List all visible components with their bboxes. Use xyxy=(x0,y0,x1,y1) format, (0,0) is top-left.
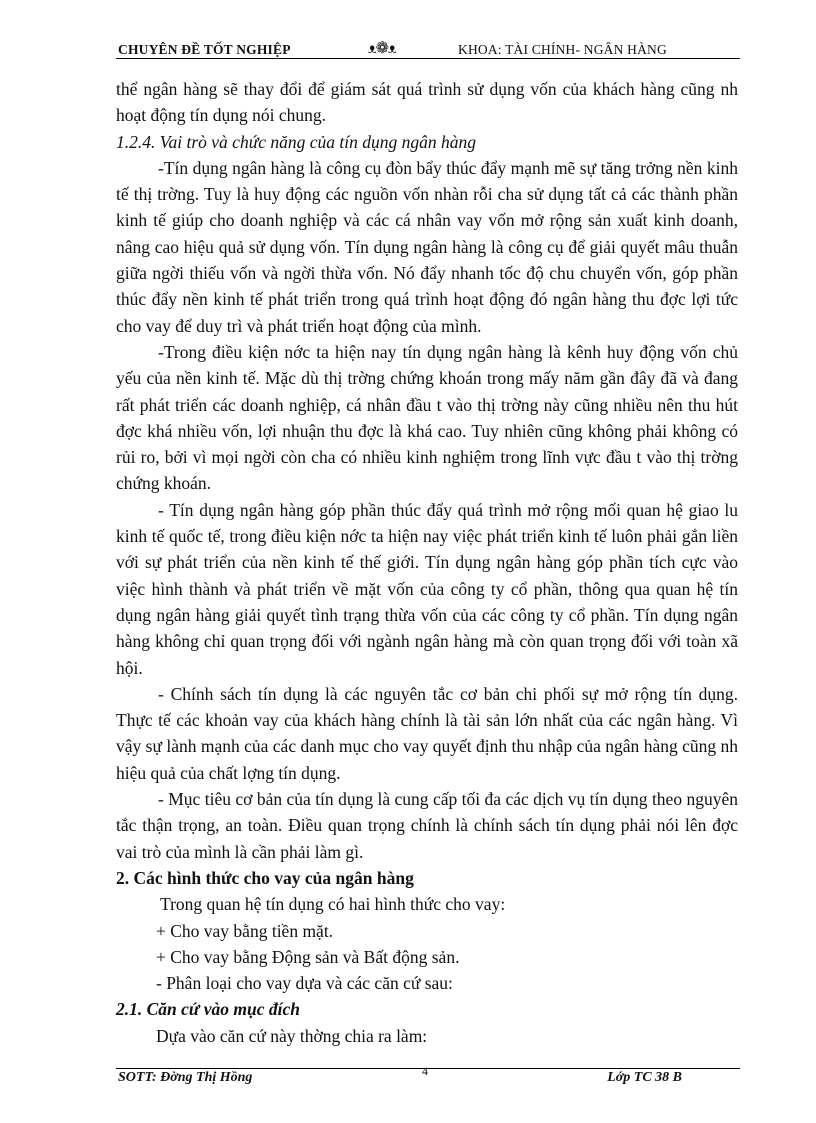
section-heading-2-1: 2.1. Căn cứ vào mục đích xyxy=(116,999,301,1020)
page-body xyxy=(116,76,738,1049)
footer-author: SOTT: Đờng Thị Hồng xyxy=(118,1070,253,1085)
page-header xyxy=(116,40,740,60)
paragraph: -Trong điều kiện nớc ta hiện nay tín dụng ngân hàng là kênh huy động vốn chủ yếu của nền kinh tế. Mặc dù thị trờng chứng khoán trong mấy năm gần đây đã và đang rất phát triển các doanh nghiệp, cá nhân đầu t vào thị trờng này cũng nhiều nên thu hút đợc khá nhiều vốn, lợi nhuận thu đợc là khá cao. Tuy nhiên cũng không phải không có rủi ro, bởi vì mọi ngời còn cha có nhiều kinh nghiệm trong lĩnh vực đầu t vào thị trờng chứng khoán. xyxy=(116,341,738,494)
paragraph: - Chính sách tín dụng là các nguyên tắc cơ bản chi phối sự mở rộng tín dụng. Thực tế các khoản vay của khách hàng chính là tài sản lớn nhất của các ngân hàng. Vì vậy sự lành mạnh của các danh mục cho vay quyết định thu nhập của ngân hàng cũng nh hiệu quả của chất lợng tín dụng. xyxy=(116,683,738,783)
header-ornament-icon: ᴥ❁ᴥ xyxy=(368,40,396,57)
paragraph: -Tín dụng ngân hàng là công cụ đòn bẩy thúc đẩy mạnh mẽ sự tăng trởng nền kinh tế thị trờng. Tuy là huy động các nguồn vốn nhàn rỗi cha sử dụng tất cả các thành phần kinh tế giúp cho doanh nghiệp và các cá nhân vay vốn mở rộng sản xuất kinh doanh, nâng cao hiệu quả sử dụng vốn. Tín dụng ngân hàng là công cụ để giải quyết mâu thuẫn giữa ngời thiếu vốn và ngời thừa vốn. Nó đẩy nhanh tốc độ chu chuyển vốn, góp phần thúc đẩy nền kinh tế phát triển trong quá trình hoạt động đó ngân hàng thu đợc lợi tức cho vay để duy trì và phát triển hoạt động của mình. xyxy=(116,157,738,336)
page-footer xyxy=(116,1064,740,1092)
paragraph: - Tín dụng ngân hàng góp phần thúc đẩy quá trình mở rộng mối quan hệ giao lu kinh tế quốc tế, trong điều kiện nớc ta hiện nay việc phát triển kinh tế luôn phải gắn liền với sự phát triển của nền kinh tế thế giới. Tín dụng ngân hàng góp phần tích cực vào việc hình thành và phát triển về mặt vốn của công ty cổ phần, thông qua quan hệ tín dụng ngân hàng giải quyết tình trạng thừa vốn của các công ty cổ phần. Tín dụng ngân hàng không chỉ quan trọng đối với ngành ngân hàng mà còn quan trọng đối với toàn xã hội. xyxy=(116,499,738,678)
footer-divider xyxy=(116,1068,740,1069)
list-item: + Cho vay bằng Động sản và Bất động sản. xyxy=(156,946,460,967)
paragraph: Dựa vào căn cứ này thờng chia ra làm: xyxy=(156,1025,428,1046)
section-heading-2: 2. Các hình thức cho vay của ngân hàng xyxy=(116,867,414,888)
header-right-title: KHOA: TÀI CHÍNH- NGÂN HÀNG xyxy=(458,42,667,57)
footer-class: Lớp TC 38 B xyxy=(607,1070,682,1085)
header-left-title: CHUYÊN ĐỀ TỐT NGHIỆP xyxy=(118,42,291,57)
list-item: - Phân loại cho vay dựa và các căn cứ sau: xyxy=(156,973,453,994)
section-heading-1-2-4: 1.2.4. Vai trò và chức năng của tín dụng ngân hàng xyxy=(116,131,476,152)
list-item: + Cho vay bằng tiền mặt. xyxy=(156,920,334,941)
paragraph: thể ngân hàng sẽ thay đổi để giám sát quá trình sử dụng vốn của khách hàng cũng nh hoạt động tín dụng nói chung. xyxy=(116,79,738,126)
paragraph: - Mục tiêu cơ bản của tín dụng là cung cấp tối đa các dịch vụ tín dụng theo nguyên tắc thận trọng, an toàn. Điều quan trọng chính là chính sách tín dụng phải nói lên đợc vai trò của mình là cần phải làm gì. xyxy=(116,789,738,862)
paragraph: Trong quan hệ tín dụng có hai hình thức cho vay: xyxy=(160,894,506,915)
header-divider xyxy=(116,58,740,59)
page-number: 4 xyxy=(422,1064,428,1078)
